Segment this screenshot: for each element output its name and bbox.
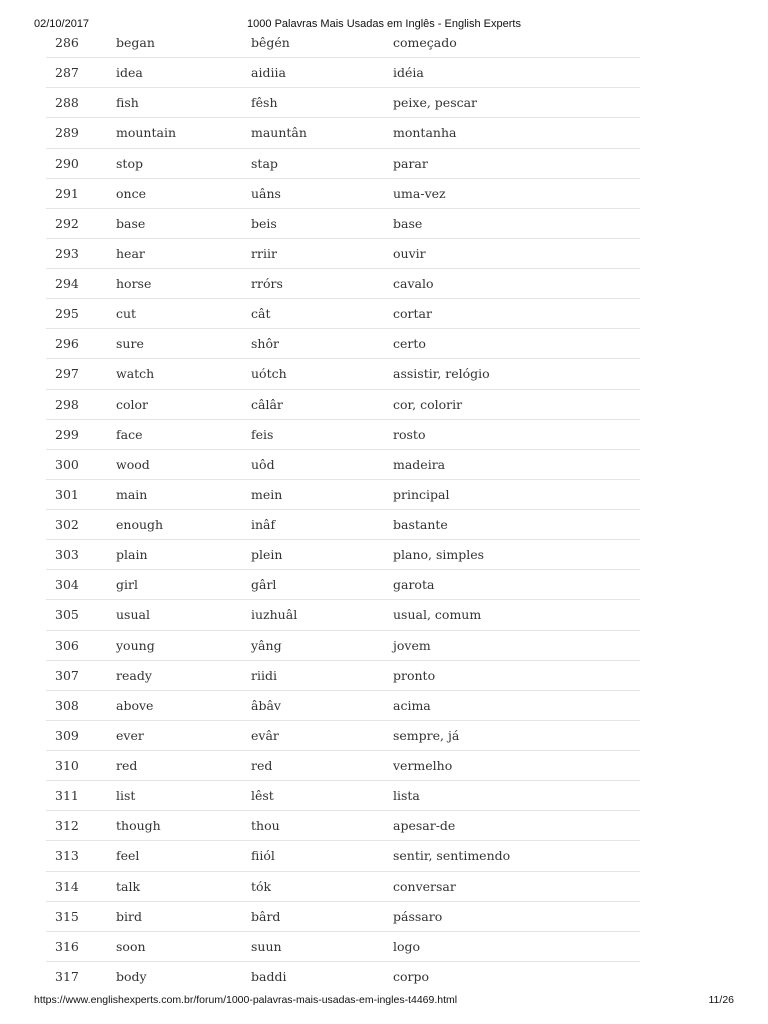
translation: principal bbox=[393, 486, 450, 502]
table-row bbox=[46, 872, 640, 902]
translation: assistir, relógio bbox=[393, 366, 490, 382]
english-word: main bbox=[116, 486, 148, 502]
english-word: stop bbox=[116, 155, 143, 171]
word-number: 317 bbox=[55, 968, 79, 984]
word-number: 306 bbox=[55, 637, 79, 653]
pronunciation: câlâr bbox=[251, 396, 283, 412]
pronunciation: rrórs bbox=[251, 276, 283, 291]
translation: acima bbox=[393, 697, 431, 713]
english-word: soon bbox=[116, 938, 146, 954]
translation: corpo bbox=[393, 968, 430, 984]
translation: madeira bbox=[393, 456, 446, 472]
table-row bbox=[46, 691, 640, 721]
english-word: began bbox=[116, 35, 155, 50]
table-row bbox=[46, 149, 640, 179]
table-row bbox=[46, 390, 640, 420]
page-url: https://www.englishexperts.com.br/forum/1000-palavras-mais-usadas-em-ingles-t4469.html bbox=[34, 994, 458, 1006]
english-word: list bbox=[116, 788, 136, 804]
table-row bbox=[46, 932, 640, 962]
english-word: base bbox=[116, 215, 146, 231]
table-row bbox=[46, 962, 640, 992]
word-number: 305 bbox=[55, 607, 79, 623]
word-number: 315 bbox=[55, 908, 79, 924]
table-row bbox=[46, 721, 640, 751]
translation: peixe, pescar bbox=[393, 95, 478, 111]
pronunciation: thou bbox=[251, 818, 280, 834]
translation: cor, colorir bbox=[393, 396, 463, 412]
table-row bbox=[46, 118, 640, 148]
translation: cavalo bbox=[393, 276, 434, 291]
pronunciation: mein bbox=[251, 486, 283, 502]
translation: base bbox=[393, 215, 423, 231]
table-row bbox=[46, 329, 640, 359]
pronunciation: lêst bbox=[251, 788, 274, 804]
english-word: ready bbox=[116, 667, 152, 683]
table-row bbox=[46, 28, 640, 58]
table-row bbox=[46, 359, 640, 389]
english-word: above bbox=[116, 697, 154, 713]
translation: logo bbox=[393, 938, 421, 954]
word-number: 288 bbox=[55, 95, 79, 111]
word-number: 308 bbox=[55, 697, 79, 713]
word-number: 300 bbox=[55, 456, 79, 472]
translation: começado bbox=[393, 35, 457, 50]
word-number: 312 bbox=[55, 818, 79, 834]
word-number: 311 bbox=[55, 788, 79, 804]
english-word: plain bbox=[116, 547, 148, 563]
word-number: 310 bbox=[55, 758, 79, 773]
table-row bbox=[46, 209, 640, 239]
table-row bbox=[46, 781, 640, 811]
english-word: fish bbox=[116, 95, 139, 111]
table-row bbox=[46, 902, 640, 932]
english-word: though bbox=[116, 818, 161, 834]
translation: garota bbox=[393, 577, 435, 593]
pronunciation: gârl bbox=[251, 577, 277, 593]
pronunciation: beis bbox=[251, 215, 277, 231]
word-number: 296 bbox=[55, 336, 79, 352]
pronunciation: cât bbox=[251, 306, 271, 322]
word-number: 307 bbox=[55, 667, 79, 683]
translation: pássaro bbox=[393, 908, 443, 924]
table-row bbox=[46, 510, 640, 540]
table-row bbox=[46, 841, 640, 871]
english-word: horse bbox=[116, 276, 152, 291]
english-word: bird bbox=[116, 908, 142, 924]
english-word: watch bbox=[116, 366, 155, 382]
english-word: mountain bbox=[116, 125, 177, 141]
english-word: ever bbox=[116, 727, 144, 743]
page-number: 11/26 bbox=[708, 994, 734, 1006]
table-row bbox=[46, 811, 640, 841]
translation: idéia bbox=[393, 65, 424, 81]
translation: pronto bbox=[393, 667, 436, 683]
translation: jovem bbox=[393, 637, 431, 653]
pronunciation: uótch bbox=[251, 366, 287, 382]
english-word: talk bbox=[116, 878, 141, 894]
pronunciation: tók bbox=[251, 878, 272, 894]
pronunciation: fiiól bbox=[251, 848, 275, 864]
english-word: enough bbox=[116, 517, 164, 532]
word-number: 290 bbox=[55, 155, 79, 171]
translation: bastante bbox=[393, 517, 448, 532]
word-number: 309 bbox=[55, 727, 79, 743]
pronunciation: âbâv bbox=[251, 697, 281, 713]
table-row bbox=[46, 751, 640, 781]
translation: sempre, já bbox=[393, 727, 460, 743]
pronunciation: riidi bbox=[251, 667, 277, 683]
english-word: body bbox=[116, 968, 147, 984]
english-word: sure bbox=[116, 336, 144, 352]
word-number: 301 bbox=[55, 486, 79, 502]
english-word: feel bbox=[116, 848, 140, 864]
pronunciation: aidiia bbox=[251, 65, 286, 81]
translation: cortar bbox=[393, 306, 432, 322]
word-number: 303 bbox=[55, 547, 79, 563]
word-number: 304 bbox=[55, 577, 79, 593]
english-word: young bbox=[116, 637, 155, 653]
english-word: red bbox=[116, 758, 138, 773]
table-row bbox=[46, 631, 640, 661]
english-word: idea bbox=[116, 65, 143, 81]
pronunciation: uâns bbox=[251, 185, 281, 201]
pronunciation: stap bbox=[251, 155, 278, 171]
word-number: 286 bbox=[55, 35, 79, 50]
pronunciation: red bbox=[251, 758, 273, 773]
english-word: cut bbox=[116, 306, 137, 322]
word-table bbox=[46, 28, 640, 992]
word-number: 293 bbox=[55, 245, 79, 261]
word-number: 297 bbox=[55, 366, 79, 382]
english-word: face bbox=[116, 426, 143, 442]
word-number: 298 bbox=[55, 396, 79, 412]
english-word: girl bbox=[116, 577, 138, 593]
word-number: 314 bbox=[55, 878, 79, 894]
pronunciation: bârd bbox=[251, 908, 281, 924]
translation: ouvir bbox=[393, 245, 426, 261]
page-title: 1000 Palavras Mais Usadas em Inglês - English Experts bbox=[247, 18, 521, 30]
english-word: once bbox=[116, 185, 146, 201]
pronunciation: shôr bbox=[251, 336, 279, 352]
translation: parar bbox=[393, 155, 428, 171]
pronunciation: iuzhuâl bbox=[251, 607, 298, 623]
pronunciation: feis bbox=[251, 426, 274, 442]
word-number: 299 bbox=[55, 426, 79, 442]
word-number: 291 bbox=[55, 185, 79, 201]
pronunciation: uôd bbox=[251, 456, 275, 472]
english-word: wood bbox=[116, 456, 150, 472]
translation: plano, simples bbox=[393, 547, 485, 563]
pronunciation: evâr bbox=[251, 727, 279, 743]
pronunciation: plein bbox=[251, 547, 283, 563]
print-date: 02/10/2017 bbox=[34, 18, 90, 30]
word-number: 295 bbox=[55, 306, 79, 322]
table-row bbox=[46, 299, 640, 329]
word-number: 292 bbox=[55, 215, 79, 231]
table-row bbox=[46, 269, 640, 299]
translation: montanha bbox=[393, 125, 457, 141]
english-word: color bbox=[116, 396, 149, 412]
table-row bbox=[46, 58, 640, 88]
pronunciation: baddi bbox=[251, 968, 287, 984]
english-word: hear bbox=[116, 245, 145, 261]
word-number: 316 bbox=[55, 938, 79, 954]
word-number: 289 bbox=[55, 125, 79, 141]
translation: lista bbox=[393, 788, 420, 804]
table-row bbox=[46, 179, 640, 209]
translation: sentir, sentimendo bbox=[393, 848, 511, 864]
table-row bbox=[46, 661, 640, 691]
table-row bbox=[46, 600, 640, 630]
pronunciation: fêsh bbox=[251, 95, 278, 111]
pronunciation: yâng bbox=[251, 637, 282, 653]
table-row bbox=[46, 450, 640, 480]
word-number: 302 bbox=[55, 517, 79, 532]
table-row bbox=[46, 239, 640, 269]
translation: rosto bbox=[393, 426, 426, 442]
translation: uma-vez bbox=[393, 185, 446, 201]
table-row bbox=[46, 480, 640, 510]
table-row bbox=[46, 420, 640, 450]
table-row bbox=[46, 88, 640, 118]
pronunciation: rriir bbox=[251, 245, 277, 261]
table-row bbox=[46, 570, 640, 600]
translation: conversar bbox=[393, 878, 456, 894]
english-word: usual bbox=[116, 607, 150, 623]
pronunciation: mauntân bbox=[251, 125, 307, 141]
translation: certo bbox=[393, 336, 426, 352]
pronunciation: suun bbox=[251, 938, 282, 954]
word-number: 313 bbox=[55, 848, 79, 864]
word-number: 294 bbox=[55, 276, 79, 291]
table-row bbox=[46, 540, 640, 570]
translation: usual, comum bbox=[393, 607, 482, 623]
pronunciation: inâf bbox=[251, 517, 276, 532]
translation: vermelho bbox=[393, 758, 453, 773]
word-number: 287 bbox=[55, 65, 79, 81]
pronunciation: bêgén bbox=[251, 35, 290, 50]
translation: apesar-de bbox=[393, 818, 456, 834]
